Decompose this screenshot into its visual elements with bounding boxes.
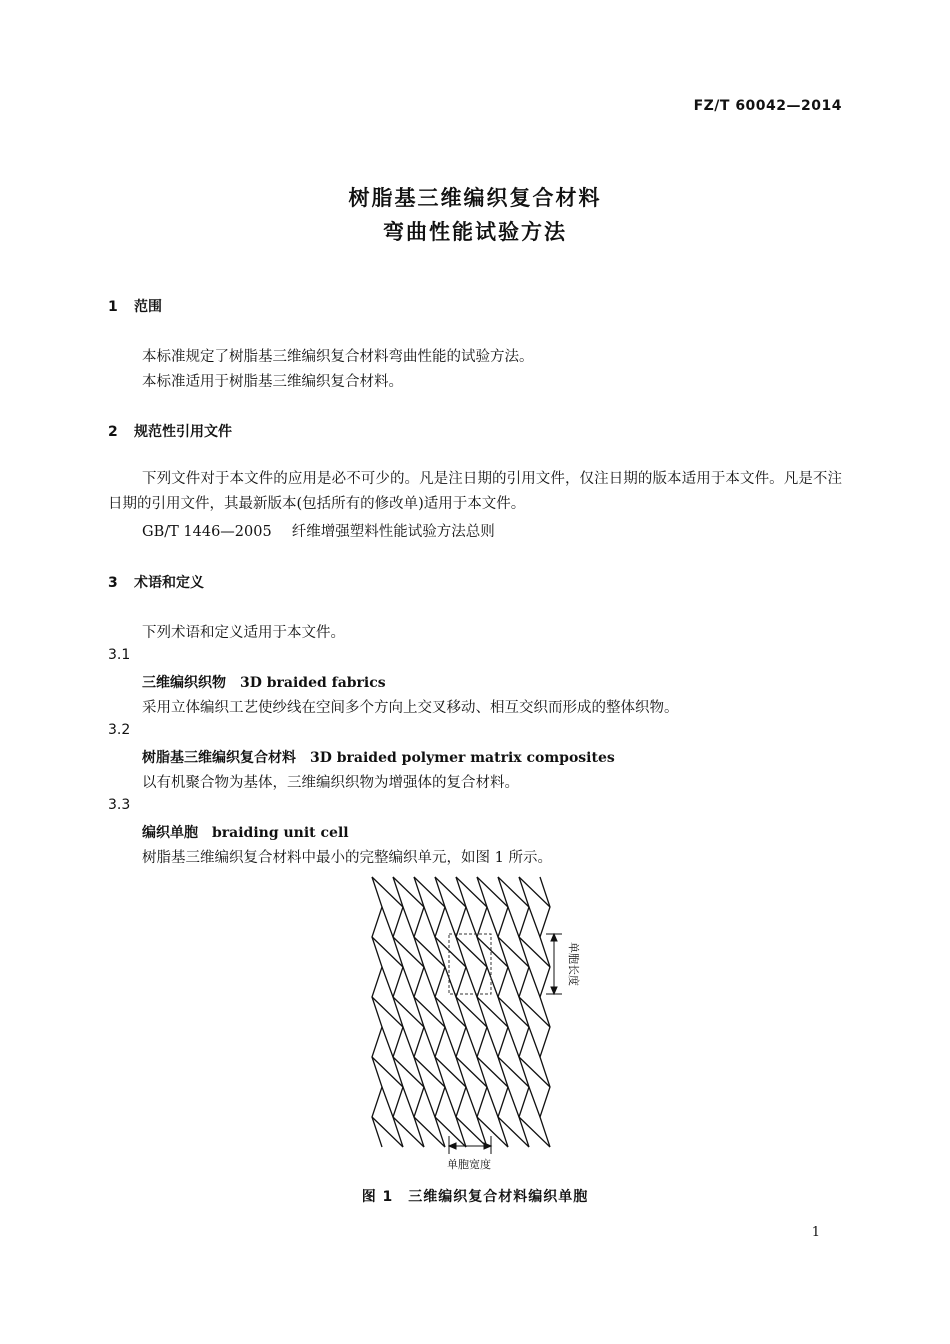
section-number: 2 — [108, 424, 118, 440]
braid-yarn-crossing — [445, 1027, 456, 1057]
braid-yarn-crossing — [403, 967, 414, 997]
braid-yarn-crossing — [487, 1027, 498, 1057]
standard-code: FZ/T 60042—2014 — [693, 98, 842, 114]
braid-yarn-crossing — [403, 1087, 414, 1117]
section-2-heading — [108, 421, 232, 441]
section-title: 规范性引用文件 — [134, 424, 232, 440]
braid-yarn-crossing — [382, 1087, 393, 1117]
term-name-zh: 编织单胞 — [142, 825, 198, 841]
braid-yarn-crossing — [403, 907, 414, 937]
term-name-en: 3D braided fabrics — [240, 675, 386, 691]
section-1-heading — [108, 296, 162, 316]
term-number: 3.1 — [108, 647, 131, 663]
section-3-intro: 下列术语和定义适用于本文件。 — [142, 625, 345, 641]
section-2-paragraph: 下列文件对于本文件的应用是必不可少的。凡是注日期的引用文件，仅注日期的版本适用于本文件。凡是不注日期的引用文件，其最新版本(包括所有的修改单)适用于本文件。 — [108, 471, 842, 512]
term-number: 3.3 — [108, 797, 131, 813]
braid-yarn-crossing — [529, 967, 540, 997]
term-definition: 树脂基三维编织复合材料中最小的完整编织单元，如图 1 所示。 — [142, 850, 552, 866]
braid-pattern-diagram — [360, 872, 610, 1172]
unit-cell-width-label: 单胞宽度 — [447, 1158, 491, 1171]
braid-yarn-crossing — [487, 1087, 498, 1117]
braid-yarn-crossing — [466, 1087, 477, 1117]
braid-yarn-crossing — [508, 1087, 519, 1117]
braid-yarn-crossing — [466, 1027, 477, 1057]
term-definition: 采用立体编织工艺使纱线在空间多个方向上交叉移动、相互交织而形成的整体织物。 — [142, 700, 679, 716]
section-1-paragraph-1: 本标准规定了树脂基三维编织复合材料弯曲性能的试验方法。 — [142, 349, 534, 365]
braid-yarn-crossing — [424, 907, 435, 937]
braid-yarn-crossing — [424, 1087, 435, 1117]
braid-yarn-crossing — [466, 907, 477, 937]
braid-yarn-crossing — [424, 967, 435, 997]
reference-title: 纤维增强塑料性能试验方法总则 — [291, 524, 495, 540]
braid-yarn-crossing — [529, 1027, 540, 1057]
section-3-heading — [108, 572, 204, 592]
braid-yarn-crossing — [382, 967, 393, 997]
figure-caption: 图 1 三维编织复合材料编织单胞 — [361, 1189, 589, 1205]
term-number: 3.2 — [108, 722, 131, 738]
braid-yarn-crossing — [382, 907, 393, 937]
section-1-paragraph-2: 本标准适用于树脂基三维编织复合材料。 — [142, 374, 403, 390]
term-definition: 以有机聚合物为基体，三维编织织物为增强体的复合材料。 — [142, 775, 519, 791]
braid-yarn-zigzag — [435, 877, 445, 1147]
normative-reference — [142, 520, 495, 541]
braid-yarn-zigzag — [393, 877, 403, 1147]
braid-yarn-zigzag — [477, 877, 487, 1147]
unit-cell-length-label: 单胞长度 — [567, 942, 580, 986]
braid-yarn-crossing — [403, 1027, 414, 1057]
braid-yarn-crossing — [466, 967, 477, 997]
page-number: 1 — [811, 1225, 820, 1240]
braid-unit-cell-figure — [360, 872, 610, 1176]
term-name — [142, 747, 615, 767]
term-name-zh: 三维编织织物 — [142, 675, 226, 691]
braid-yarn-crossing — [445, 967, 456, 997]
braid-yarn-crossing — [487, 967, 498, 997]
term-name-zh: 树脂基三维编织复合材料 — [142, 750, 296, 766]
term-name-en: braiding unit cell — [212, 825, 349, 841]
braid-yarn-crossing — [529, 907, 540, 937]
section-title: 术语和定义 — [134, 575, 204, 591]
braid-yarn-zigzag — [498, 877, 508, 1147]
term-name-en: 3D braided polymer matrix composites — [310, 750, 615, 766]
braid-yarn-crossing — [487, 907, 498, 937]
braid-yarns — [372, 877, 550, 1147]
section-title: 范围 — [134, 299, 162, 315]
braid-yarn-crossing — [382, 1027, 393, 1057]
braid-yarn-zigzag — [456, 877, 466, 1147]
braid-yarn-crossing — [529, 1087, 540, 1117]
braid-yarn-crossing — [424, 1027, 435, 1057]
section-number: 3 — [108, 575, 118, 591]
term-name — [142, 672, 386, 692]
braid-yarn-crossing — [445, 1087, 456, 1117]
document-title-line1: 树脂基三维编织复合材料 — [348, 186, 602, 210]
braid-yarn-crossing — [508, 907, 519, 937]
braid-yarn-zigzag — [540, 877, 550, 1147]
term-name — [142, 822, 349, 842]
braid-yarn-crossing — [445, 907, 456, 937]
braid-yarn-crossing — [508, 967, 519, 997]
document-title-line2: 弯曲性能试验方法 — [383, 220, 567, 244]
braid-yarn-zigzag — [519, 877, 529, 1147]
reference-code: GB/T 1446—2005 — [142, 524, 272, 540]
section-number: 1 — [108, 299, 118, 315]
braid-yarn-zigzag — [372, 877, 382, 1147]
braid-yarn-crossing — [508, 1027, 519, 1057]
braid-yarn-zigzag — [414, 877, 424, 1147]
